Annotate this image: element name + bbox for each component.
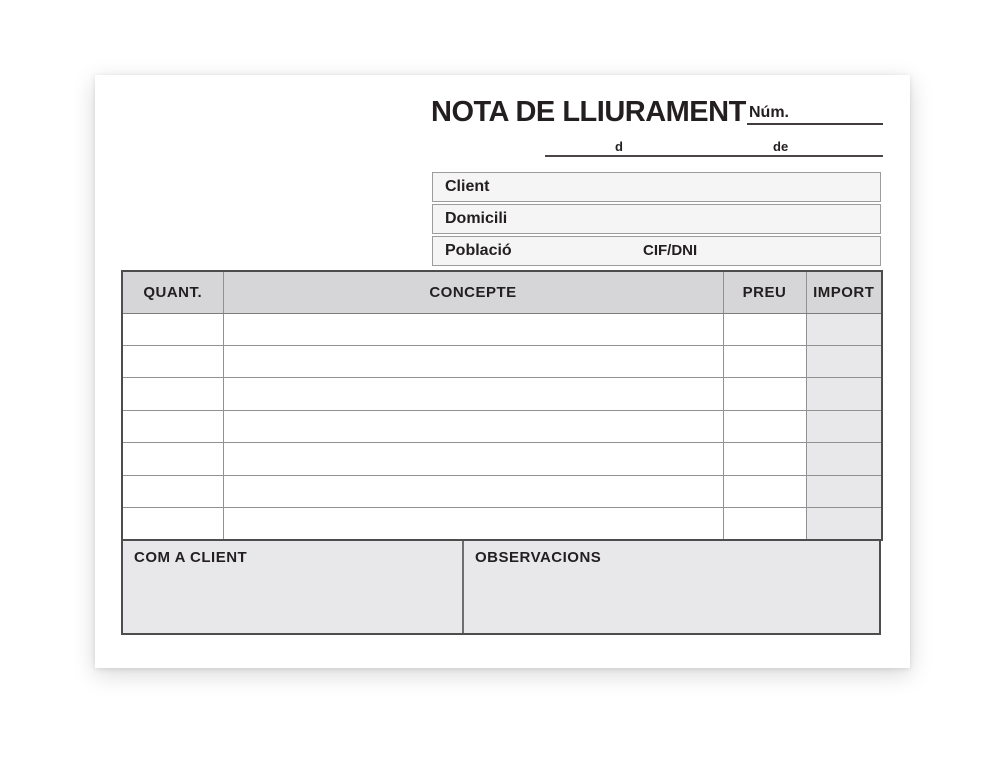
- concept-cell: [223, 443, 723, 475]
- item-row: [122, 410, 882, 442]
- item-row: [122, 508, 882, 540]
- concept-cell: [223, 410, 723, 442]
- address-field: [432, 204, 881, 234]
- items-table-header-row: [122, 271, 882, 313]
- concept-cell: [223, 345, 723, 377]
- delivery-note-form: [95, 75, 910, 668]
- amount-cell: [806, 475, 882, 507]
- concept-cell: [223, 378, 723, 410]
- number-field-label: Núm.: [749, 104, 789, 121]
- price-cell: [723, 410, 806, 442]
- col-header-quantity: QUANT.: [122, 271, 223, 313]
- amount-cell: [806, 313, 882, 345]
- client-field: [432, 172, 881, 202]
- item-row: [122, 475, 882, 507]
- quantity-cell: [122, 378, 223, 410]
- item-row: [122, 378, 882, 410]
- amount-cell: [806, 345, 882, 377]
- quantity-cell: [122, 410, 223, 442]
- date-field: [545, 136, 883, 157]
- items-section: [121, 270, 881, 635]
- amount-cell: [806, 443, 882, 475]
- price-cell: [723, 475, 806, 507]
- amount-cell: [806, 378, 882, 410]
- quantity-cell: [122, 508, 223, 540]
- date-day-label: d: [615, 139, 623, 154]
- concept-cell: [223, 475, 723, 507]
- quantity-cell: [122, 443, 223, 475]
- item-row: [122, 443, 882, 475]
- form-title: NOTA DE LLIURAMENT: [431, 96, 746, 128]
- quantity-cell: [122, 345, 223, 377]
- number-field: [747, 103, 883, 125]
- signature-box: [123, 541, 464, 633]
- date-of-label: de: [773, 139, 789, 154]
- city-field: [432, 236, 881, 266]
- price-cell: [723, 345, 806, 377]
- price-cell: [723, 508, 806, 540]
- client-field-label: Client: [445, 178, 490, 195]
- col-header-amount: IMPORT: [806, 271, 882, 313]
- item-row: [122, 345, 882, 377]
- cif-dni-label: CIF/DNI: [643, 242, 698, 259]
- quantity-cell: [122, 313, 223, 345]
- amount-cell: [806, 508, 882, 540]
- price-cell: [723, 313, 806, 345]
- items-table-body: [122, 313, 882, 540]
- observations-box: [464, 541, 879, 633]
- concept-cell: [223, 508, 723, 540]
- quantity-cell: [122, 475, 223, 507]
- items-table: [121, 270, 883, 541]
- city-field-label: Població: [445, 242, 512, 259]
- price-cell: [723, 443, 806, 475]
- footer-section: [121, 541, 881, 635]
- concept-cell: [223, 313, 723, 345]
- price-cell: [723, 378, 806, 410]
- signature-box-label: COM A CLIENT: [134, 549, 248, 566]
- amount-cell: [806, 410, 882, 442]
- client-details-block: [432, 172, 881, 268]
- col-header-concept: CONCEPTE: [223, 271, 723, 313]
- observations-box-label: OBSERVACIONS: [475, 549, 602, 566]
- item-row: [122, 313, 882, 345]
- col-header-price: PREU: [723, 271, 806, 313]
- address-field-label: Domicili: [445, 210, 508, 227]
